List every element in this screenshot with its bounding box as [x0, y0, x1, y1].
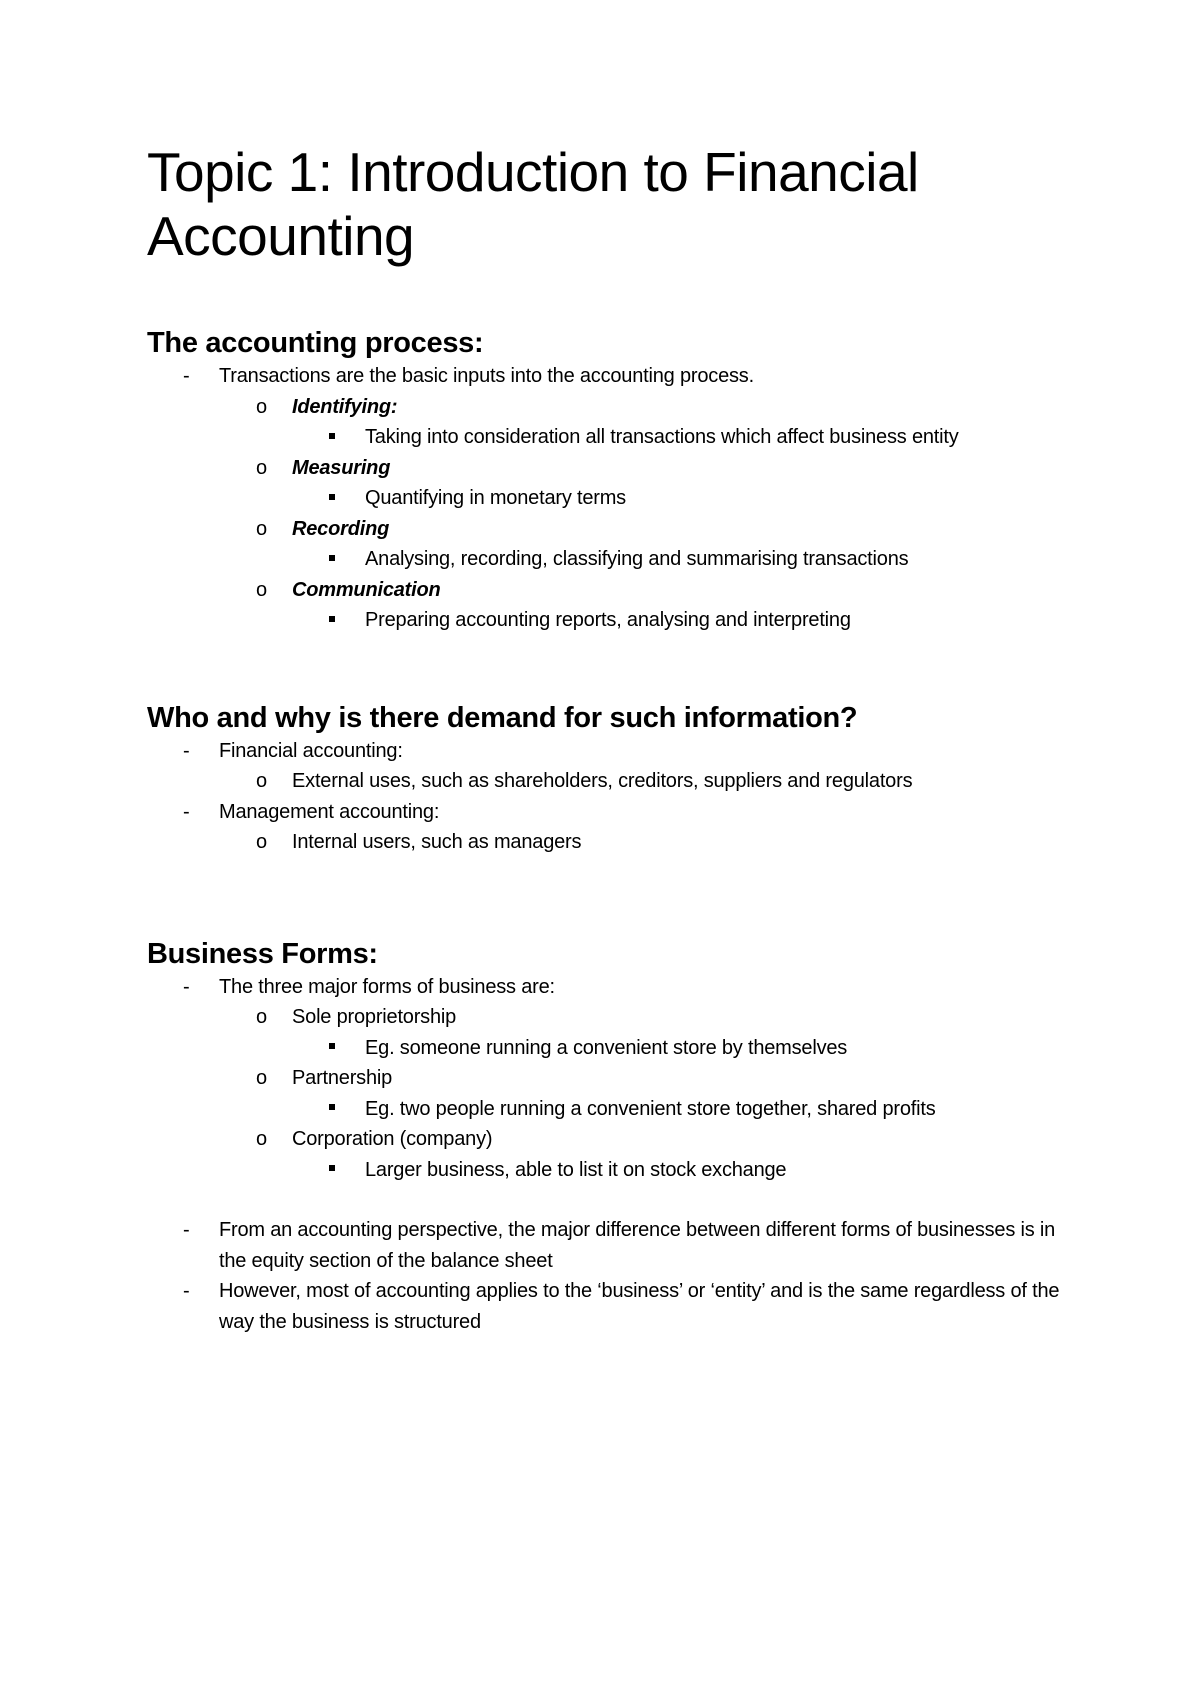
dash-bullet: -: [183, 800, 190, 823]
dash-bullet: -: [183, 975, 190, 998]
dash-bullet: -: [183, 365, 190, 387]
square-bullet-icon: [329, 1155, 335, 1186]
list-item: - Transactions are the basic inputs into the accounting process.: [147, 361, 1060, 392]
step-name: Measuring: [292, 456, 391, 479]
list-item: o Sole proprietorship: [147, 1002, 1060, 1033]
business-forms-list: [147, 972, 1060, 1338]
dash-bullet: -: [183, 739, 190, 762]
square-bullet-icon: [329, 1033, 335, 1064]
heading-business-forms: Business Forms:: [147, 937, 378, 970]
dash-bullet: -: [183, 1219, 190, 1241]
step-name: Identifying:: [292, 395, 398, 418]
square-bullet-icon: [329, 1094, 335, 1125]
list-item: o Corporation (company): [147, 1124, 1060, 1155]
list-item: Eg. two people running a convenient store together, shared profits: [147, 1094, 1060, 1125]
list-item: [147, 392, 1060, 423]
square-bullet-icon: [329, 605, 335, 636]
circle-bullet: o: [256, 1128, 267, 1150]
step-detail: Taking into consideration all transactions which affect business entity: [365, 426, 959, 448]
circle-bullet: o: [256, 831, 267, 853]
step-detail: Analysing, recording, classifying and summarising transactions: [365, 548, 909, 570]
circle-bullet: o: [256, 1067, 267, 1089]
list-item: - The three major forms of business are:: [147, 972, 1060, 1003]
document-title: Topic 1: Introduction to Financial Accounting: [147, 141, 919, 267]
circle-bullet: o: [256, 1006, 267, 1028]
list-item: [147, 483, 1060, 514]
list-item: - However, most of accounting applies to the ‘business’ or ‘entity’ and is the same regardless of the way the business is structured: [147, 1276, 1060, 1337]
list-item: [147, 422, 1060, 453]
list-item: Larger business, able to list it on stock exchange: [147, 1155, 1060, 1186]
step-detail: Preparing accounting reports, analysing and interpreting: [365, 609, 851, 631]
square-bullet-icon: [329, 483, 335, 514]
circle-bullet: o: [256, 517, 267, 540]
list-item: [147, 453, 1060, 484]
step-detail: Quantifying in monetary terms: [365, 487, 626, 509]
list-item: [147, 575, 1060, 606]
circle-bullet: o: [256, 578, 267, 601]
list-item: - Financial accounting:: [147, 736, 1060, 767]
list-item: o External uses, such as shareholders, creditors, suppliers and regulators: [147, 766, 1060, 797]
dash-bullet: -: [183, 1280, 190, 1302]
heading-accounting-process: The accounting process:: [147, 327, 484, 359]
square-bullet-icon: [329, 422, 335, 453]
list-item: [147, 544, 1060, 575]
list-item: [147, 605, 1060, 636]
heading-demand: Who and why is there demand for such information?: [147, 701, 858, 734]
accounting-process-list: [147, 361, 1060, 636]
square-bullet-icon: [329, 544, 335, 575]
circle-bullet: o: [256, 770, 267, 792]
list-item: o Internal users, such as managers: [147, 827, 1060, 858]
list-item: Eg. someone running a convenient store by themselves: [147, 1033, 1060, 1064]
list-item: o Partnership: [147, 1063, 1060, 1094]
step-name: Recording: [292, 517, 390, 540]
step-name: Communication: [292, 578, 441, 601]
circle-bullet: o: [256, 395, 267, 418]
demand-list: [147, 736, 1060, 858]
list-item: - Management accounting:: [147, 797, 1060, 828]
circle-bullet: o: [256, 456, 267, 479]
list-item: - From an accounting perspective, the major difference between different forms of businesses is in the equity section of the balance sheet: [147, 1215, 1060, 1276]
list-item: [147, 514, 1060, 545]
